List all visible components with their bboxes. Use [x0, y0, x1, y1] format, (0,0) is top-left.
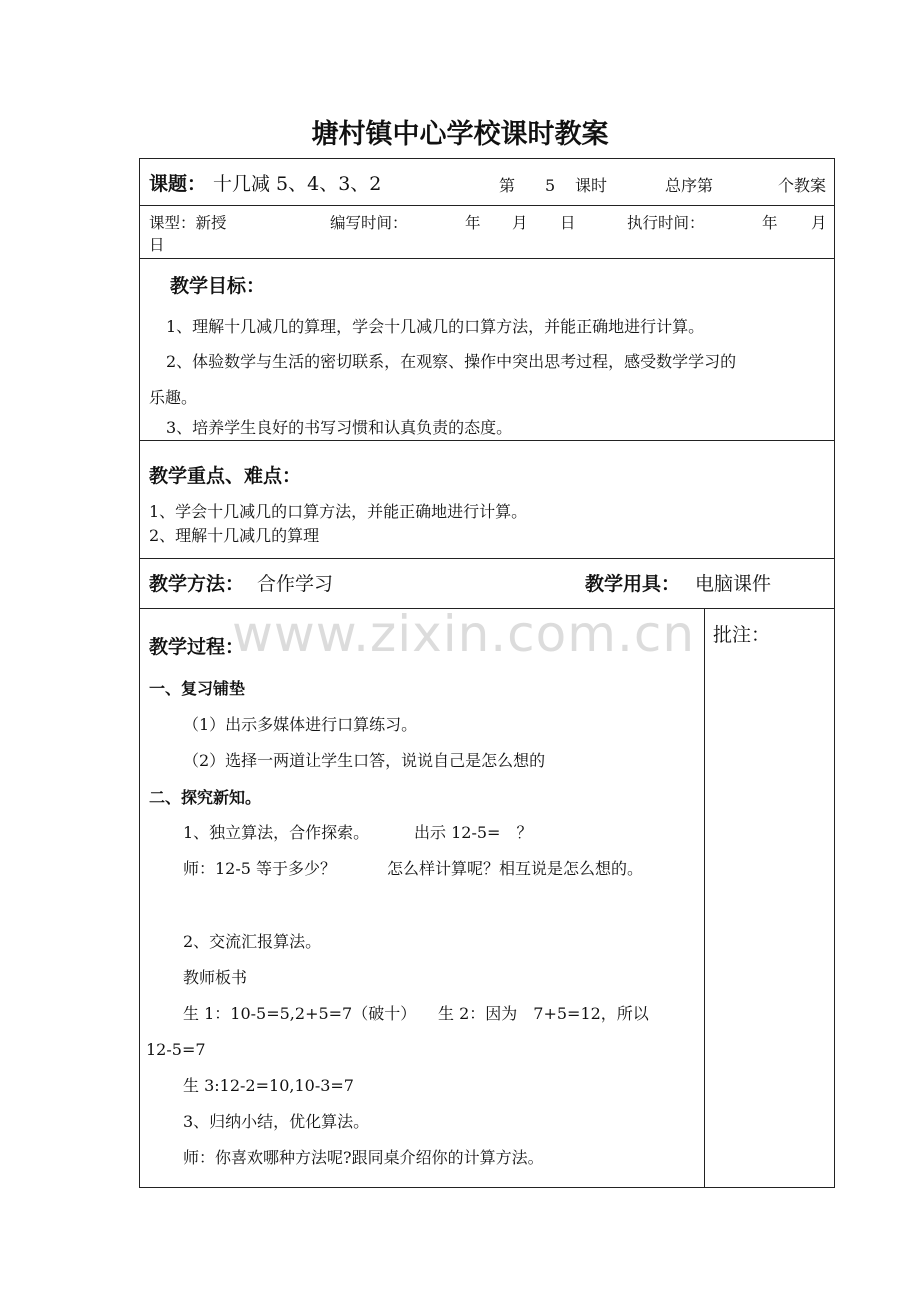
- process-line: 1、独立算法，合作探索。: [183, 823, 370, 842]
- process-line: 3、归纳小结，优化算法。: [183, 1112, 370, 1131]
- exec-month: 月: [811, 214, 827, 232]
- objective-item: 1、理解十几减几的算理，学会十几减几的口算方法，并能正确地进行计算。: [166, 317, 705, 336]
- row-divider: [140, 258, 834, 259]
- objectives-heading: 教学目标：: [170, 275, 266, 297]
- lesson-number: 5: [545, 176, 556, 195]
- process-line: 师：12-5 等于多少？: [183, 859, 337, 878]
- method-value: 合作学习: [257, 573, 334, 595]
- row-divider: [140, 440, 834, 441]
- document-title: 塘村镇中心学校课时教案: [311, 119, 609, 150]
- per-plan: 个教案: [778, 176, 827, 195]
- row-divider: [140, 205, 834, 206]
- row-divider: [140, 558, 834, 559]
- total-order: 总序第: [665, 176, 714, 195]
- write-year: 年: [465, 214, 481, 232]
- process-line: 师：你喜欢哪种方法呢?跟同桌介绍你的计算方法。: [183, 1148, 544, 1167]
- notes-column-divider: [704, 608, 705, 1187]
- tools-value: 电脑课件: [695, 573, 772, 595]
- key-point-item: 2、理解十几减几的算理: [149, 526, 320, 545]
- lesson-type: 课型：新授: [149, 214, 227, 232]
- exec-year: 年: [762, 214, 778, 232]
- notes-label: 批注：: [713, 624, 771, 646]
- lesson-di: 第: [499, 176, 516, 195]
- exec-day: 日: [149, 236, 165, 254]
- section-heading: 一、复习铺垫: [149, 679, 246, 698]
- process-line: 教师板书: [183, 968, 248, 987]
- write-time-label: 编写时间：: [330, 214, 408, 232]
- process-heading: 教学过程：: [149, 636, 245, 658]
- write-day: 日: [560, 214, 576, 232]
- watermark: www.zixin.com.cn: [232, 605, 696, 663]
- process-line: （1）出示多媒体进行口算练习。: [183, 715, 418, 734]
- student-answer: 生 2：因为 7+5=12，所以: [438, 1004, 649, 1023]
- process-line: （2）选择一两道让学生口答，说说自己是怎么想的: [183, 751, 546, 770]
- objective-item: 3、培养学生良好的书写习惯和认真负责的态度。: [166, 418, 513, 437]
- objective-item-cont: 乐趣。: [149, 388, 198, 407]
- process-line: 2、交流汇报算法。: [183, 932, 322, 951]
- topic-value: 十几减 5、4、3、2: [213, 173, 382, 195]
- row-divider: [140, 608, 834, 609]
- student-answer-cont: 12-5=7: [146, 1040, 206, 1059]
- key-points-heading: 教学重点、难点：: [149, 465, 302, 487]
- key-point-item: 1、学会十几减几的口算方法，并能正确地进行计算。: [149, 502, 528, 521]
- write-month: 月: [512, 214, 528, 232]
- tools-label: 教学用具：: [585, 573, 681, 595]
- section-heading: 二、探究新知。: [149, 788, 262, 807]
- objective-item: 2、体验数学与生活的密切联系，在观察、操作中突出思考过程，感受数学学习的: [166, 352, 737, 371]
- process-line: 怎么样计算呢？相互说是怎么想的。: [387, 859, 644, 878]
- method-label: 教学方法：: [149, 573, 245, 595]
- student-answer: 生 3:12-2=10,10-3=7: [183, 1076, 354, 1095]
- lesson-unit: 课时: [575, 176, 608, 195]
- student-answer: 生 1：10-5=5,2+5=7（破十）: [183, 1004, 417, 1023]
- lesson-plan-table: [139, 158, 835, 1188]
- exec-time-label: 执行时间：: [627, 214, 705, 232]
- process-line: 出示 12-5= ？: [414, 823, 533, 842]
- topic-label: 课题：: [149, 173, 207, 195]
